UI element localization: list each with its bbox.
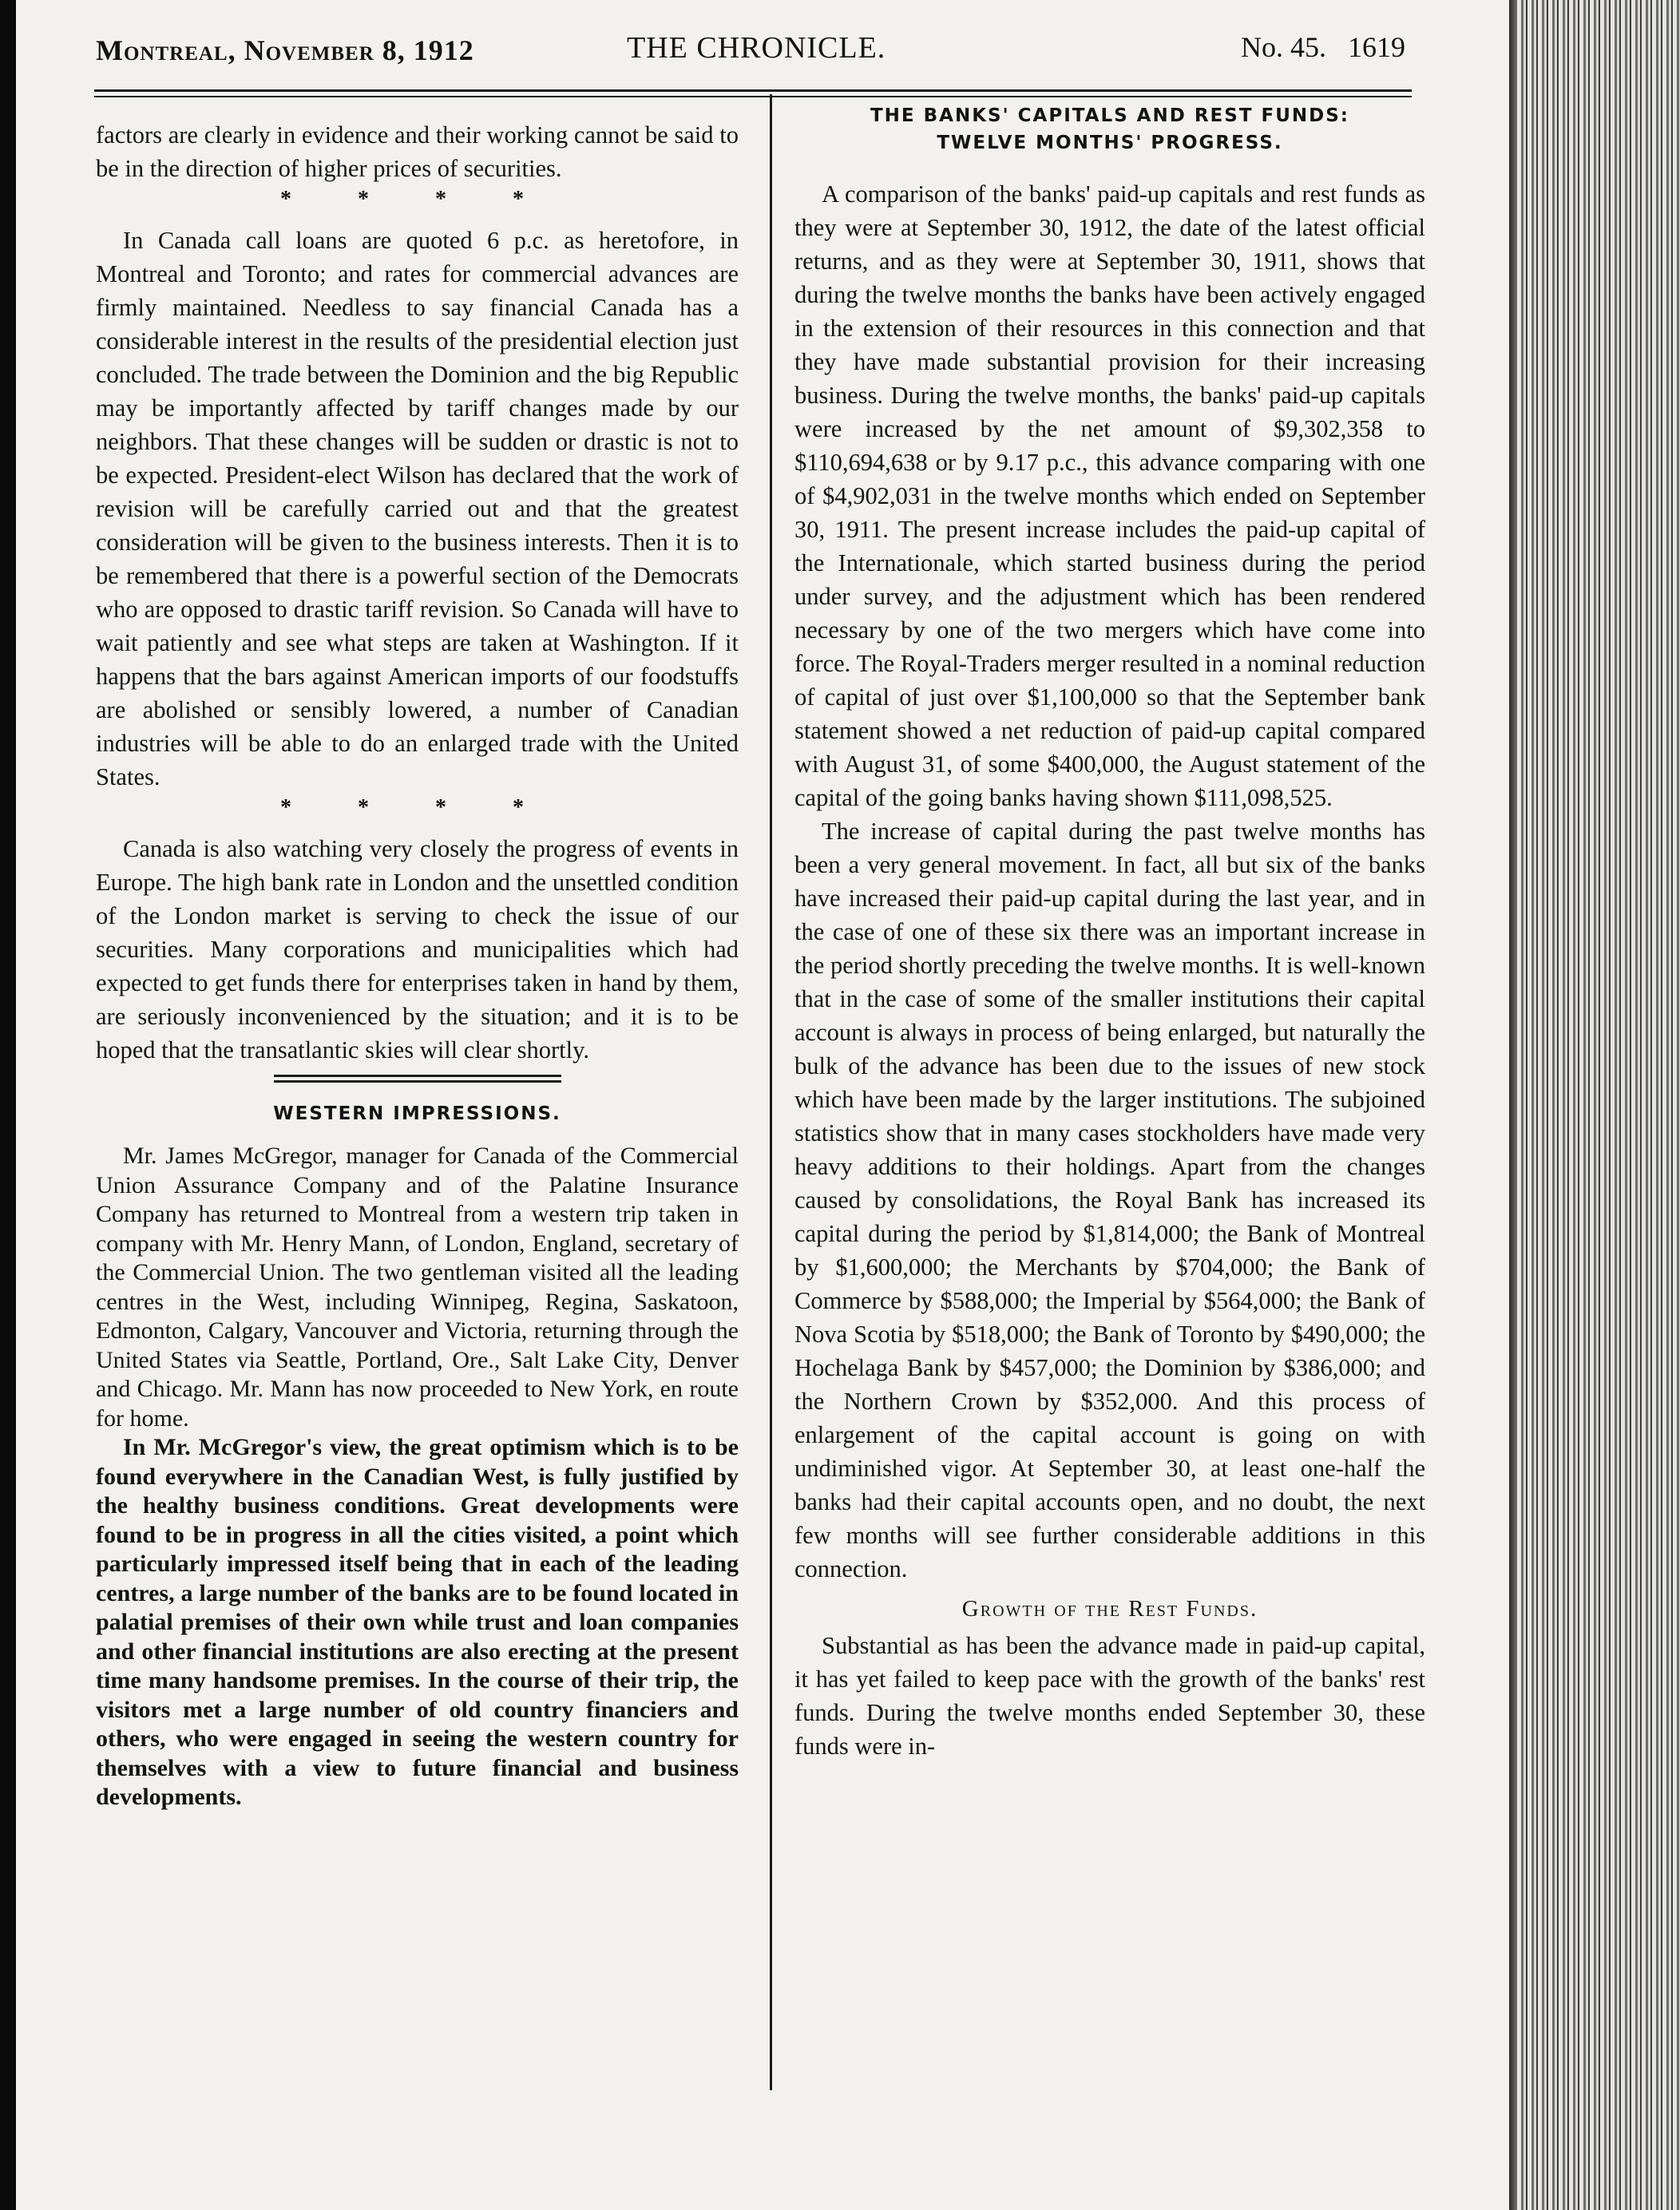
right-column	[794, 102, 1425, 1763]
section-double-rule	[274, 1075, 561, 1083]
western-paragraph-2: In Mr. McGregor's view, the great optimism which is to be found everywhere in the Canadian West, is fully justified by the healthy business conditions. Great developments were found to be in progress in all the cities visited, a point which particularly impressed itself being that in each of the leading centres, a large number of the banks are to be found located in palatial premises of their own while trust and loan companies and other financial institutions are also erecting at the present time many handsome premises. In the course of their trip, the visitors met a large number of old country financiers and others, who were engaged in seeing the western country for themselves with a view to future financial and business developments.	[96, 1434, 739, 1810]
rest-funds-subheading: Growth of the Rest Funds.	[961, 1596, 1258, 1622]
left-paragraph-3: Canada is also watching very closely the progress of events in Europe. The high bank rate in London and the unsettled condition of the London market is serving to check the issue of our securities. Many corporations and municipalities which had expected to get funds there for enterprises taken in hand by them, are seriously inconvenienced by the situation; and it is to be hoped that the transatlantic skies will clear shortly.	[96, 835, 739, 1063]
page-header	[96, 24, 1405, 80]
header-page-number: 1619	[1348, 31, 1405, 63]
header-journal-title: THE CHRONICLE.	[627, 31, 886, 65]
banks-paragraph-1: A comparison of the banks' paid-up capitals and rest funds as they were at September 30, 1912, the date of the latest official returns, and as they were at September 30, 1911, shows that during the twelve months the banks have been actively engaged in the extension of their resources in this connection and that they have made substantial provision for their increasing business. During the twelve months, the banks' paid-up capitals were increased by the net amount of $9,302,358 to $110,694,638 or by 9.17 p.c., this advance comparing with one of $4,902,031 in the twelve months which ended on September 30, 1911. The present increase includes the paid-up capital of the Internationale, which started business during the period under survey, and the adjustment which has been rendered necessary by one of the two mergers which have come into force. The Royal-Traders merger resulted in a nominal reduction of capital of just over $1,100,000 so that the September bank statement showed a net reduction of paid-up capital compared with August 31, of some $400,000, the August statement of the capital of the going banks having shown $111,098,525.	[794, 180, 1425, 811]
header-place-date: Montreal, November 8, 1912	[96, 34, 474, 66]
left-paragraph-2: In Canada call loans are quoted 6 p.c. as heretofore, in Montreal and Toronto; and rates for commercial advances are firmly maintained. Needless to say financial Canada has a considerable interest in the results of the presidential election just concluded. The trade between the Dominion and the big Republic may be importantly affected by tariff changes made by our neighbors. That these changes will be sudden or drastic is not to be expected. President-elect Wilson has declared that the work of revision will be carefully carried out and that the greatest consideration will be given to the business interests. Then it is to be remembered that there is a powerful section of the Democrats who are opposed to drastic tariff revision. So Canada will have to wait patiently and see what steps are taken at Washington. If it happens that the bars against American imports of our foodstuffs are abolished or sensibly lowered, a number of Canadian industries will be able to do an enlarged trade with the United States.	[96, 227, 739, 790]
western-impressions-article	[96, 1142, 739, 1812]
left-column	[96, 118, 739, 1812]
left-paragraph-1: factors are clearly in evidence and their working cannot be said to be in the direction of higher prices of securities.	[96, 121, 739, 182]
separator-stars-1: * * * *	[280, 187, 554, 212]
header-issue-page	[1226, 30, 1405, 64]
banks-article-heading-line-1: THE BANKS' CAPITALS AND REST FUNDS:	[870, 105, 1350, 126]
header-issue-number: No. 45.	[1241, 31, 1326, 63]
western-paragraph-1: Mr. James McGregor, manager for Canada of the Commercial Union Assurance Company and of the Palatine Insurance Company has returned to Montreal from a western trip taken in company with Mr. Henry Mann, of London, England, secretary of the Commercial Union. The two gentleman visited all the leading centres in the West, including Winnipeg, Regina, Saskatoon, Edmonton, Calgary, Vancouver and Victoria, returning through the United States via Seattle, Portland, Ore., Salt Lake City, Denver and Chicago. Mr. Mann has now proceeded to New York, en route for home.	[96, 1143, 739, 1432]
banks-article-heading-line-2: TWELVE MONTHS' PROGRESS.	[937, 133, 1283, 153]
separator-stars-2: * * * *	[280, 795, 554, 820]
column-divider	[770, 94, 772, 2090]
header-rule-top	[94, 89, 1412, 92]
newspaper-page	[16, 0, 1517, 2210]
banks-paragraph-3: Substantial as has been the advance made in paid-up capital, it has yet failed to keep pace with the growth of the banks' rest funds. During the twelve months ended September 30, these funds were in-	[794, 1632, 1425, 1760]
header-rule-bottom	[94, 96, 1412, 97]
book-page-edges	[1517, 0, 1680, 2210]
western-impressions-heading: WESTERN IMPRESSIONS.	[273, 1103, 561, 1124]
banks-paragraph-2: The increase of capital during the past twelve months has been a very general movement. In fact, all but six of the banks have increased their paid-up capital during the last year, and in the case of one of these six there was an important increase in the period shortly preceding the twelve months. It is well-known that in the case of some of the smaller institutions their capital account is always in process of being enlarged, but naturally the bulk of the advance has been due to the issues of new stock which have been made by the larger institutions. The subjoined statistics show that in many cases stockholders have made very heavy additions to their holdings. Apart from the changes caused by consolidations, the Royal Bank has increased its capital during the period by $1,814,000; the Bank of Montreal by $1,600,000; the Merchants by $704,000; the Bank of Commerce by $588,000; the Imperial by $564,000; the Bank of Nova Scotia by $518,000; the Bank of Toronto by $490,000; the Hochelaga Bank by $457,000; the Dominion by $386,000; and the Northern Crown by $352,000. And this process of enlargement of the capital account is going on with undiminished vigor. At September 30, at least one-half the banks had their capital accounts open, and no doubt, the next few months will see further considerable additions in this connection.	[794, 818, 1425, 1582]
